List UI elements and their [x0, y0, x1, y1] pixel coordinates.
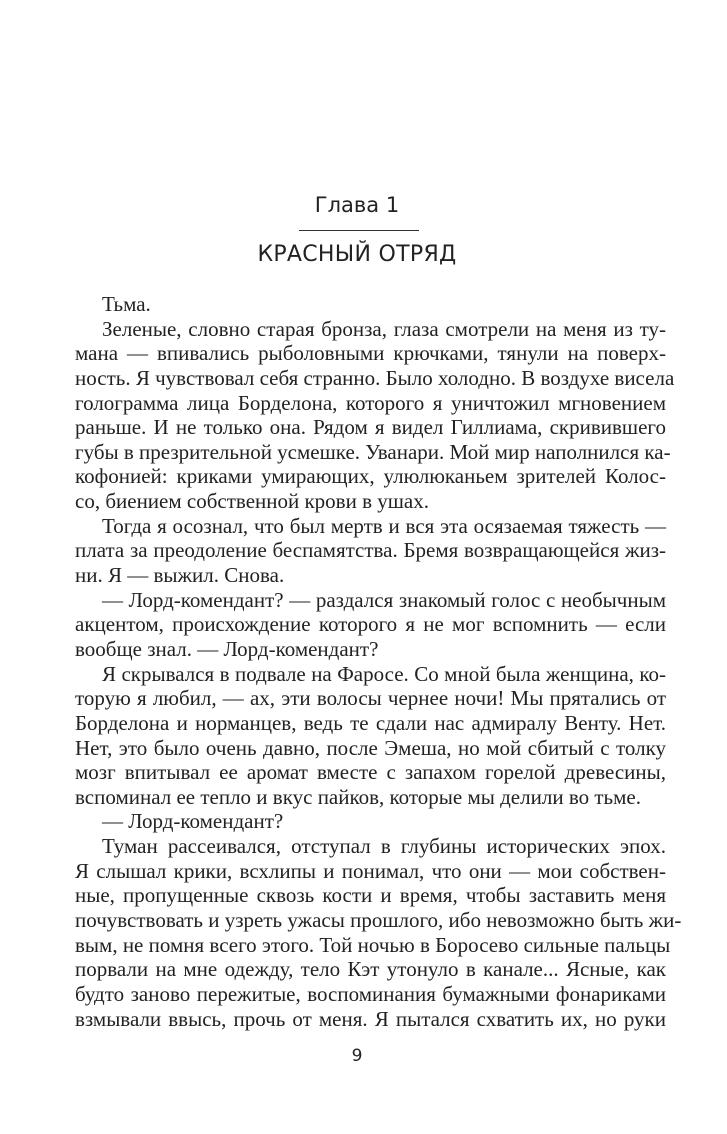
page-number: 9 — [351, 1046, 363, 1066]
paragraph — [75, 588, 666, 662]
paragraph — [75, 514, 666, 588]
text-line: мозг впитывал ее аромат вместе с запахом горелой древесины, — [75, 760, 666, 785]
text-line: Я слышал крики, всхлипы и понимал, что они — мои собствен- — [75, 858, 666, 883]
text-line: Туман рассеивался, отступал в глубины исторических эпох. — [102, 834, 666, 859]
paragraph — [75, 316, 675, 514]
text-line: — Лорд-комендант? — раздался знакомый голос с необычным — [102, 587, 666, 612]
chapter-title: КРАСНЫЙ ОТРЯД — [257, 242, 457, 267]
text-line: порвали на мне одежду, тело Кэт утонуло в канале... Ясные, как — [75, 957, 666, 982]
text-line: акцентом, происхождение которого я не мог вспомнить — если — [75, 612, 666, 637]
text-line: взмывали ввысь, прочь от меня. Я пытался схватить их, но руки — [75, 1006, 666, 1031]
text-line: губы в презрительной усмешке. Уванари. Мой мир наполнился ка- — [75, 439, 671, 464]
text-line: ность. Я чувствовал себя странно. Было холодно. В воздухе висела — [75, 365, 675, 390]
text-line: торую я любил, — ах, эти волосы чернее ночи! Мы прятались от — [75, 686, 666, 711]
text-line: ни. Я — выжил. Снова. — [75, 563, 285, 588]
text-line: Тогда я осознал, что был мертв и вся эта осязаемая тяжесть — — [102, 513, 666, 538]
text-line: ные, пропущенные сквозь кости и время, чтобы заставить меня — [75, 883, 666, 908]
text-line: голограмма лица Борделона, которого я уничтожил мгновением — [75, 390, 666, 415]
text-line: Я скрывался в подвале на Фаросе. Со мной была женщина, ко- — [102, 661, 666, 686]
text-line: вспоминал ее тепло и вкус пайков, которые мы делили во тьме. — [75, 784, 641, 809]
text-line: мана — впивались рыболовными крючками, тянули на поверх- — [75, 341, 666, 366]
paragraph — [75, 809, 666, 834]
chapter-divider — [299, 230, 419, 231]
text-line: Тьма. — [102, 292, 151, 316]
chapter-label: Глава 1 — [314, 193, 400, 217]
text-line: кофонией: криками умирающих, улюлюканьем зрителей Колос- — [75, 464, 666, 489]
text-line: Нет, это было очень давно, после Эмеша, но мой сбитый с толку — [75, 735, 666, 760]
paragraph — [75, 834, 682, 1031]
text-line: вым, не помня всего этого. Той ночью в Боросево сильные пальцы — [75, 932, 671, 957]
paragraph — [75, 292, 666, 317]
paragraph — [75, 662, 666, 810]
text-line: — Лорд-комендант? — [102, 809, 284, 834]
text-line: Зеленые, словно старая бронза, глаза смотрели на меня из ту- — [102, 316, 666, 341]
text-line: почувствовать и узреть ужасы прошлого, ибо невозможно быть жи- — [75, 908, 682, 933]
text-line: вообще знал. — Лорд-комендант? — [75, 636, 379, 661]
text-line: будто заново пережитые, воспоминания бумажными фонариками — [75, 981, 666, 1006]
text-line: Борделона и норманцев, ведь те сдали нас адмиралу Венту. Нет. — [75, 710, 666, 735]
body-text — [75, 292, 682, 1031]
text-line: раньше. И не только она. Рядом я видел Гиллиама, скривившего — [75, 415, 666, 440]
text-line: со, биением собственной крови в ушах. — [75, 489, 429, 514]
text-line: плата за преодоление беспамятства. Бремя возвращающейся жиз- — [75, 538, 666, 563]
